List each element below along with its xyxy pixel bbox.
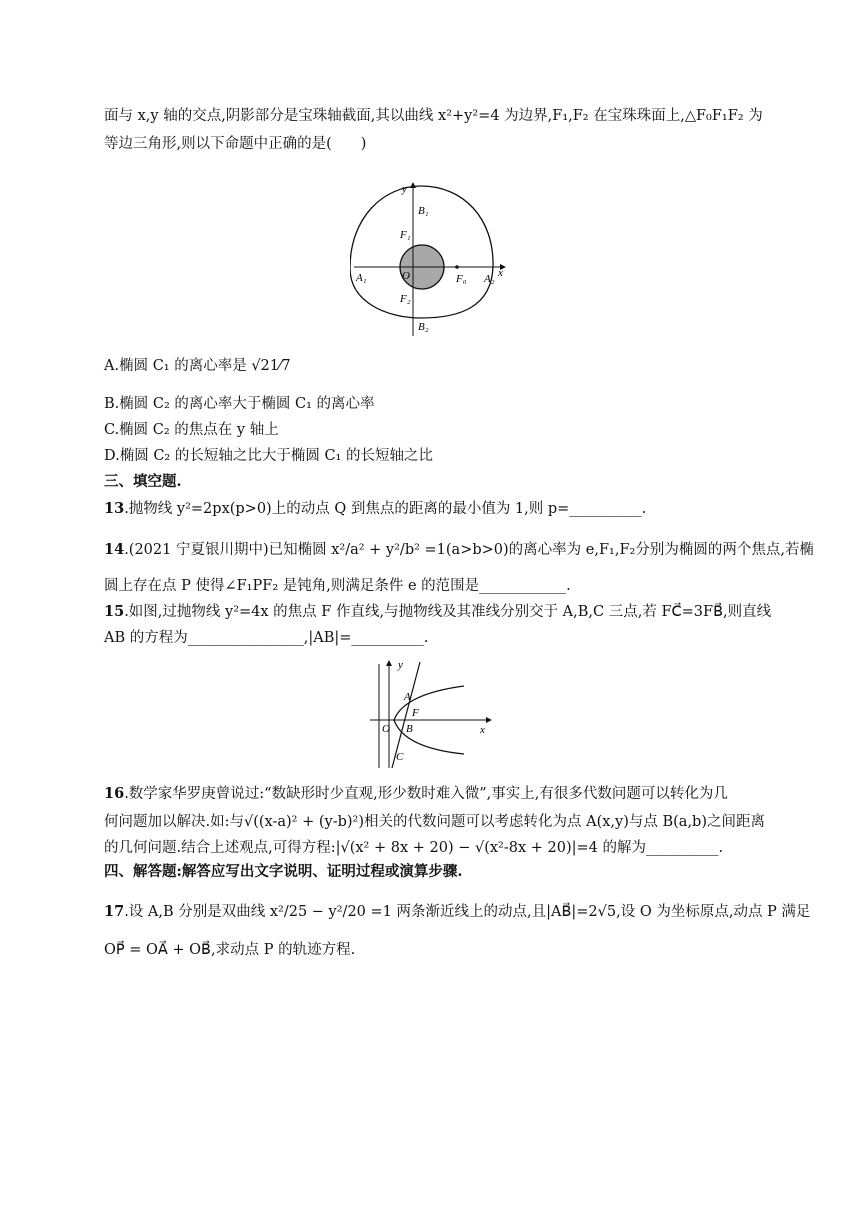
label-b1: B₁ <box>418 205 429 217</box>
q15-line1 <box>104 602 771 622</box>
q14-line2: 圆上存在点 P 使得∠F₁PF₂ 是钝角,则满足条件 e 的范围是____________. <box>104 578 571 594</box>
q12-option-c: C.椭圆 C₂ 的焦点在 y 轴上 <box>104 422 279 438</box>
q16-text-line1: .数学家华罗庚曾说过:“数缺形时少直观,形少数时难入微”,事实上,有很多代数问题可以转化为几 <box>124 786 728 802</box>
section-3-heading: 三、填空题. <box>104 473 182 490</box>
q16-line3: 的几何问题.结合上述观点,可得方程:|√(x² + 8x + 20) − √(x²-8x + 20)|=4 的解为__________. <box>104 840 724 856</box>
q14-number: 14 <box>104 541 125 558</box>
q14-line1 <box>104 540 814 560</box>
label-b2: B₂ <box>418 321 429 333</box>
q12-figure <box>350 178 520 340</box>
q15-number: 15 <box>104 603 125 620</box>
q15-figure <box>368 658 496 770</box>
q17-text-line1: .设 A,B 分别是双曲线 x²/25 − y²/20 =1 两条渐近线上的动点,且|AB⃗|=2√5,设 O 为坐标原点,动点 P 满足 <box>124 904 811 920</box>
label-a1: A₁ <box>356 272 367 284</box>
q12-stem-line2: 等边三角形,则以下命题中正确的是( ) <box>104 136 367 152</box>
y-axis-arrow <box>386 660 392 666</box>
q17-line2: OP⃗ = OA⃗ + OB⃗,求动点 P 的轨迹方程. <box>104 942 356 958</box>
label-o: O <box>402 270 410 282</box>
label-f: F <box>412 707 419 719</box>
label-a: A <box>404 691 411 703</box>
y-axis-arrow <box>410 182 416 188</box>
q13-number: 13 <box>104 500 125 517</box>
label-b: B <box>406 723 413 735</box>
q12-option-b: B.椭圆 C₂ 的离心率大于椭圆 C₁ 的离心率 <box>104 396 375 412</box>
q17-number: 17 <box>104 903 125 920</box>
q13 <box>104 499 646 519</box>
q16-number: 16 <box>104 785 125 802</box>
label-f2: F₂ <box>400 293 411 305</box>
label-f0: F₀ <box>456 273 467 285</box>
q12-option-d: D.椭圆 C₂ 的长短轴之比大于椭圆 C₁ 的长短轴之比 <box>104 448 433 464</box>
q14-text-line1: .(2021 宁夏银川期中)已知椭圆 x²/a² + y²/b² =1(a>b>0)的离心率为 e,F₁,F₂分别为椭圆的两个焦点,若椭 <box>124 542 814 558</box>
point-f0 <box>455 265 459 269</box>
label-o: O <box>382 723 390 735</box>
section-4-heading: 四、解答题:解答应写出文字说明、证明过程或演算步骤. <box>104 863 463 880</box>
label-x: x <box>498 267 503 279</box>
label-a2: A₂ <box>484 273 495 285</box>
label-y: y <box>402 183 407 195</box>
label-f1: F₁ <box>400 229 411 241</box>
q16-line2: 何问题加以解决.如:与√((x-a)² + (y-b)²)相关的代数问题可以考虑转化为点 A(x,y)与点 B(a,b)之间距离 <box>104 814 765 830</box>
q15-line2: AB 的方程为________________,|AB|=__________. <box>104 630 429 646</box>
q17-line1 <box>104 902 810 922</box>
q12-stem-line1: 面与 x,y 轴的交点,阴影部分是宝珠轴截面,其以曲线 x²+y²=4 为边界,F₁,F₂ 在宝珠珠面上,△F₀F₁F₂ 为 <box>104 108 763 124</box>
label-y: y <box>398 659 403 671</box>
label-c: C <box>396 751 404 763</box>
x-axis-arrow <box>486 717 492 723</box>
q12-option-a: A.椭圆 C₁ 的离心率是 √21⁄7 <box>104 358 291 374</box>
label-x: x <box>480 724 485 736</box>
q16-line1 <box>104 784 728 804</box>
q15-text-line1: .如图,过抛物线 y²=4x 的焦点 F 作直线,与抛物线及其准线分别交于 A,B,C 三点,若 FC⃗=3FB⃗,则直线 <box>124 604 772 620</box>
q13-text: .抛物线 y²=2px(p>0)上的动点 Q 到焦点的距离的最小值为 1,则 p=__________. <box>124 501 647 517</box>
